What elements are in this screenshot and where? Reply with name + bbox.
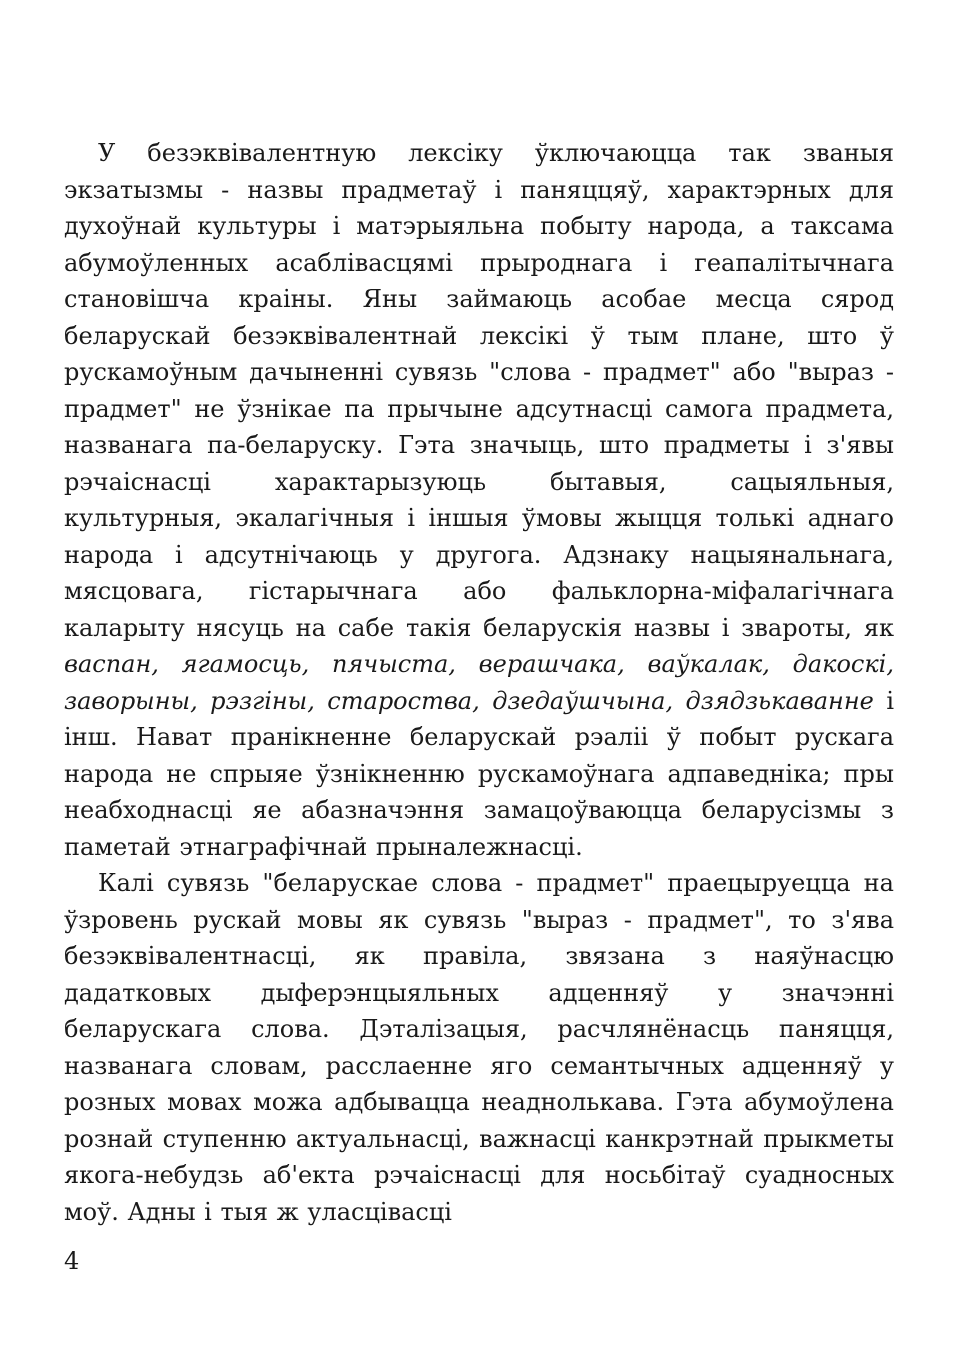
page-number: 4 <box>64 1247 80 1275</box>
italic-examples: васпан, ягамосць, пячыста, верашчака, ваўкалак, дакоскі, заворыны, рэзгіны, староства, дзедаўшчына, дзядзькаванне <box>64 650 894 715</box>
paragraph-2 <box>64 865 894 1230</box>
paragraph-1 <box>64 135 894 865</box>
paragraph-1-intro: У безэквівалентную лексіку ўключаюцца так званыя экзатызмы - назвы прадметаў і паняццяў, характэрных для духоўнай культуры і матэрыяльна побыту народа, а таксама абумоўленных асаблівасцямі прыроднага і геапалітычнага становішча краіны. Яны займаюць асобае месца сярод беларускай безэквівалентнай лексікі ў тым плане, што ў рускамоўным дачыненні сувязь "слова - прадмет" або "выраз - прадмет" не ўзнікае па прычыне адсутнасці самога прадмета, названага па-беларуску. Гэта значыць, што прадметы і з'явы рэчаіснасці характарызуюць бытавыя, сацыяльныя, культурныя, экалагічныя і іншыя ўмовы жыцця толькі аднаго народа і адсутнічаюць у другога. Адзнаку нацыянальнага, мясцовага, гістарычнага або фальклорна-міфалагічнага каларыту нясуць на сабе такія беларускія назвы і звароты, як <box>64 139 894 642</box>
body-text <box>64 135 894 1230</box>
paragraph-1-outro: і інш. Нават пранікненне беларускай рэаліі ў побыт рускага народа не спрыяе ўзнікненню рускамоўнага адпаведніка; пры неабходнасці яе абазначэння замацоўваюцца беларусізмы з паметай этнаграфічнай прыналежнасці. <box>64 686 894 861</box>
paragraph-2-text: Калі сувязь "беларускае слова - прадмет" праецыруецца на ўзровень рускай мовы як сувязь "выраз - прадмет", то з'ява безэквівалентнасці, як правіла, звязана з наяўнасцю дадатковых дыферэнцыяльных адценняў у значэнні беларускага слова. Дэталізацыя, расчлянёнасць паняцця, названага словам, расслаенне яго семантычных адценняў у розных мовах можа адбывацца неаднолькава. Гэта абумоўлена рознай ступенню актуальнасці, важнасці канкрэтнай прыкметы якога-небудзь аб'екта рэчаіснасці для носьбітаў суадносных моў. Адны і тыя ж уласцівасці <box>64 869 894 1226</box>
